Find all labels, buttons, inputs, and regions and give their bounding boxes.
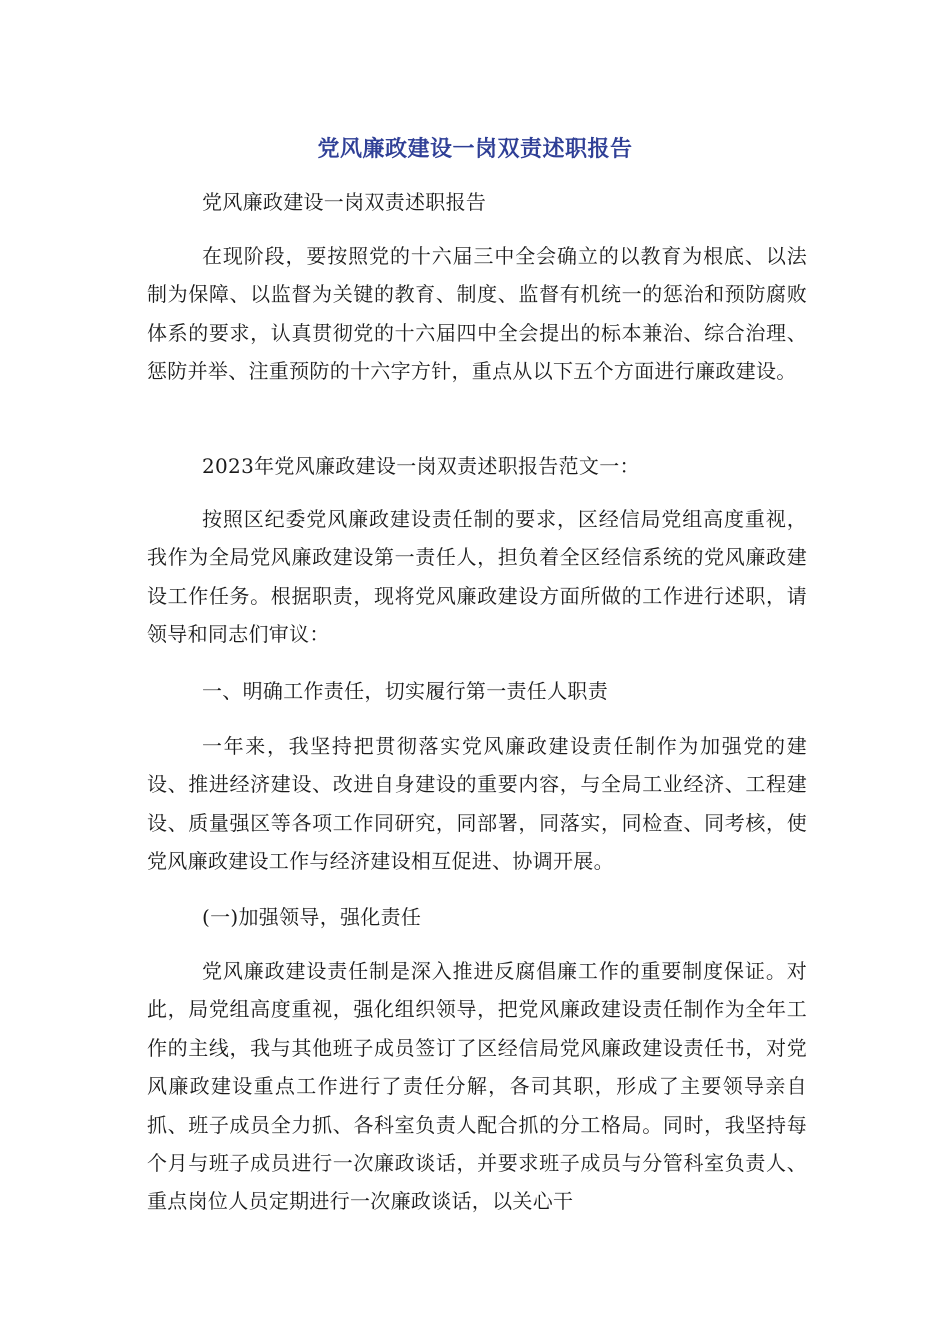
subsection-heading-1: (一)加强领导，强化责任 (202, 905, 422, 929)
paragraph-opening: 按照区纪委党风廉政建设责任制的要求，区经信局党组高度重视，我作为全局党风廉政建设第一责任人，担负着全区经信系统的党风廉政建设工作任务。根据职责，现将党风廉政建设方面所做的工作进行述职，请领导和同志们审议： (147, 507, 807, 647)
paragraph-intro: 在现阶段，要按照党的十六届三中全会确立的以教育为根底、以法制为保障、以监督为关键的教育、制度、监督有机统一的惩治和预防腐败体系的要求，认真贯彻党的十六届四中全会提出的标本兼治、综合治理、惩防并举、注重预防的十六字方针，重点从以下五个方面进行廉政建设。 (147, 244, 807, 384)
paragraph-section-1: 一年来，我坚持把贯彻落实党风廉政建设责任制作为加强党的建设、推进经济建设、改进自身建设的重要内容，与全局工业经济、工程建设、质量强区等各项工作同研究，同部署，同落实，同检查、同考核，使党风廉政建设工作与经济建设相互促进、协调开展。 (147, 734, 807, 874)
document-title: 党风廉政建设一岗双责述职报告 (317, 136, 633, 162)
section-heading-1: 一、明确工作责任，切实履行第一责任人职责 (202, 679, 608, 703)
paragraph-subtitle: 党风廉政建设一岗双责述职报告 (202, 190, 487, 214)
paragraph-subsection-1: 党风廉政建设责任制是深入推进反腐倡廉工作的重要制度保证。对此，局党组高度重视，强化组织领导，把党风廉政建设责任制作为全年工作的主线，我与其他班子成员签订了区经信局党风廉政建设责任书，对党风廉政建设重点工作进行了责任分解，各司其职，形成了主要领导亲自抓、班子成员全力抓、各科室负责人配合抓的分工格局。同时，我坚持每个月与班子成员进行一次廉政谈话，并要求班子成员与分管科室负责人、重点岗位人员定期进行一次廉政谈话，以关心干 (147, 959, 807, 1214)
paragraph-sample-heading: 2023年党风廉政建设一岗双责述职报告范文一： (202, 454, 640, 478)
